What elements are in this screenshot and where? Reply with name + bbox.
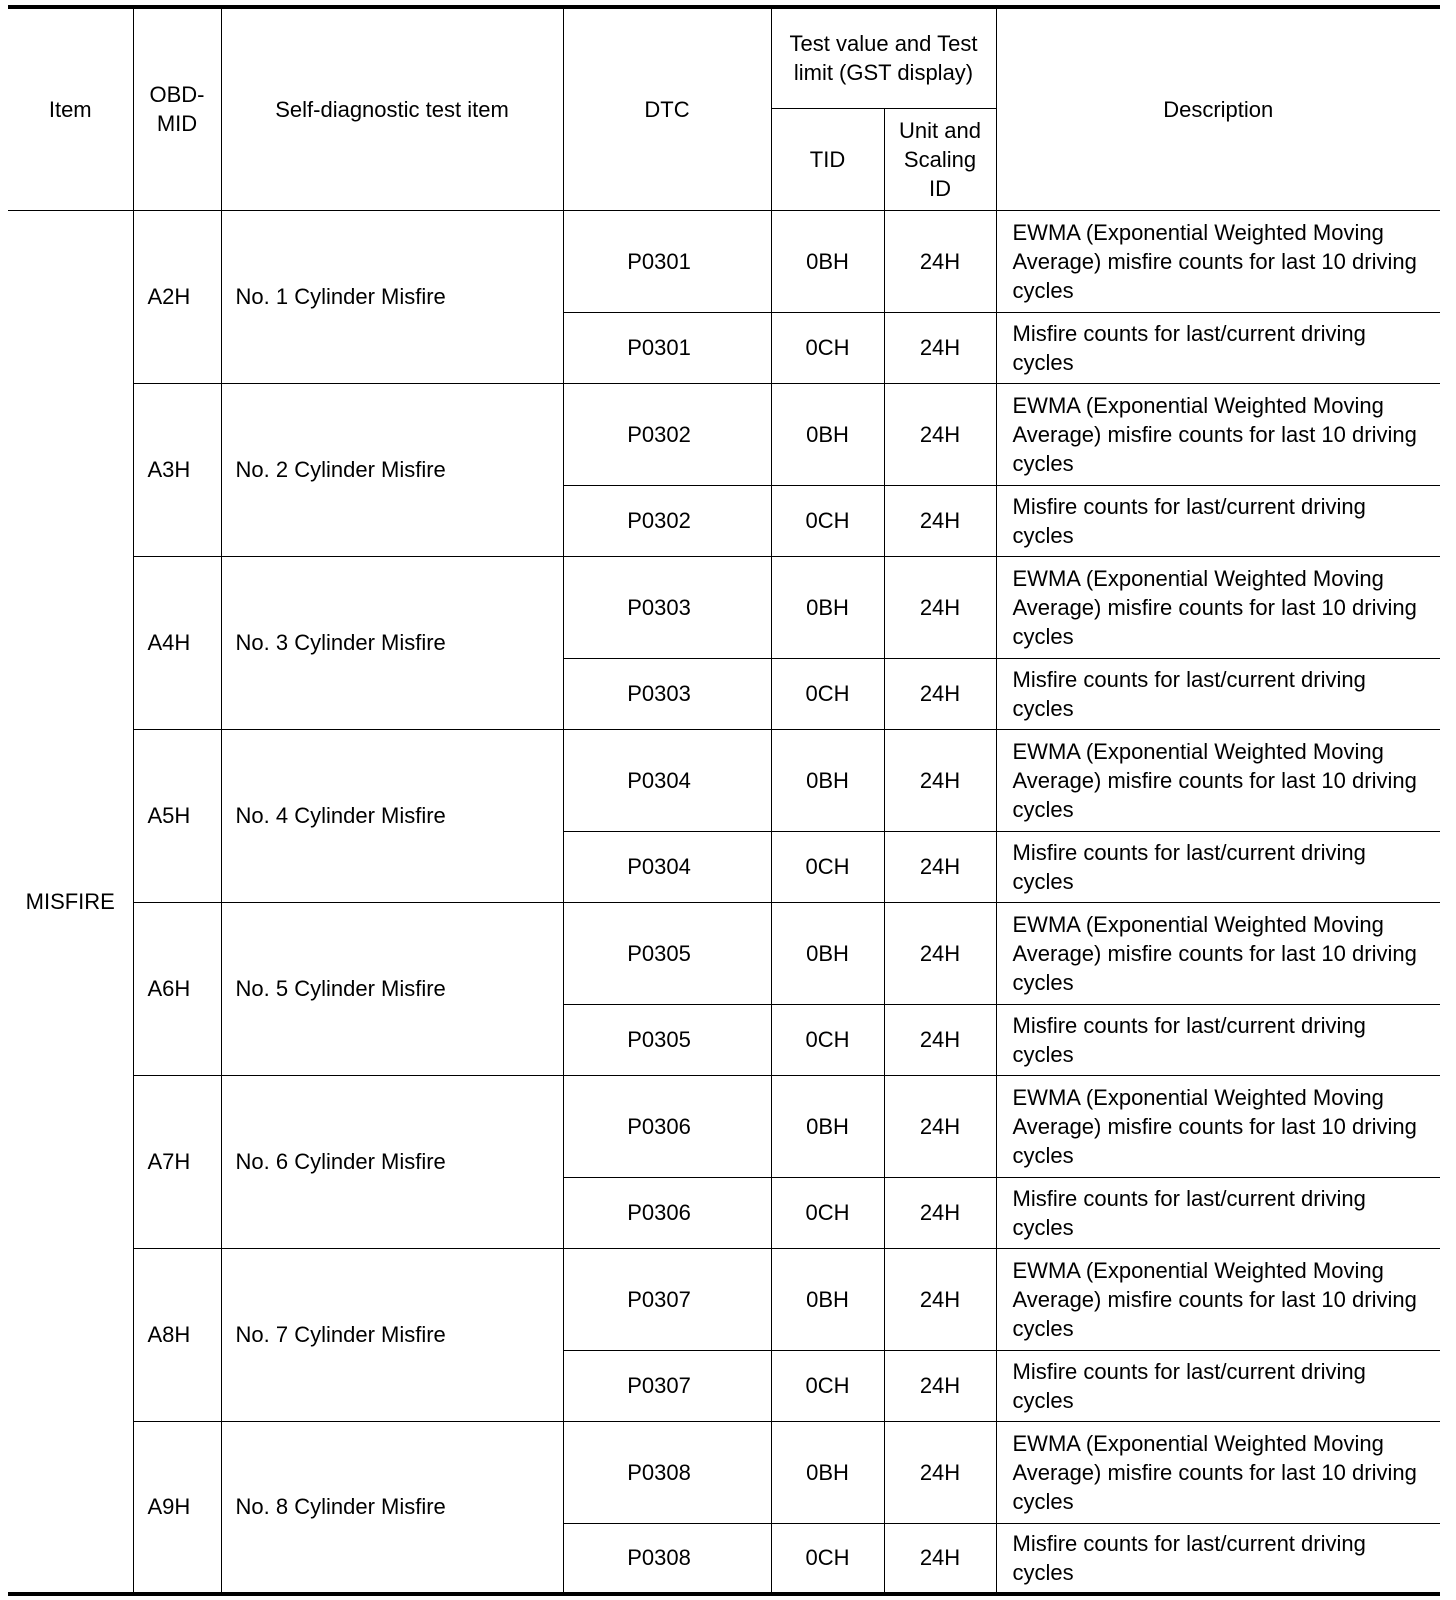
table-row [8, 383, 1440, 485]
obd-misfire-table [8, 5, 1440, 1596]
obd-mid-cell: A9H [133, 1421, 221, 1594]
description-cell: EWMA (Exponential Weighted Moving Average) misfire counts for last 10 driving cycles [996, 383, 1440, 485]
table-row [8, 1075, 1440, 1177]
description-cell: EWMA (Exponential Weighted Moving Average) misfire counts for last 10 driving cycles [996, 1421, 1440, 1523]
description-cell: EWMA (Exponential Weighted Moving Average) misfire counts for last 10 driving cycles [996, 210, 1440, 312]
obd-mid-cell: A3H [133, 383, 221, 556]
header-obd-mid: OBD-MID [133, 7, 221, 210]
item-cell: MISFIRE [8, 210, 133, 1594]
description-cell: Misfire counts for last/current driving cycles [996, 1523, 1440, 1594]
unit-scaling-cell: 24H [884, 658, 996, 729]
unit-scaling-cell: 24H [884, 1523, 996, 1594]
unit-scaling-cell: 24H [884, 485, 996, 556]
tid-cell: 0BH [771, 1248, 884, 1350]
unit-scaling-cell: 24H [884, 1004, 996, 1075]
unit-scaling-cell: 24H [884, 729, 996, 831]
test-item-cell: No. 2 Cylinder Misfire [221, 383, 563, 556]
tid-cell: 0CH [771, 1004, 884, 1075]
tid-cell: 0BH [771, 1075, 884, 1177]
unit-scaling-cell: 24H [884, 1177, 996, 1248]
test-item-cell: No. 8 Cylinder Misfire [221, 1421, 563, 1594]
dtc-cell: P0305 [563, 902, 771, 1004]
tid-cell: 0CH [771, 658, 884, 729]
header-dtc: DTC [563, 7, 771, 210]
dtc-cell: P0301 [563, 210, 771, 312]
tid-cell: 0CH [771, 312, 884, 383]
description-cell: Misfire counts for last/current driving cycles [996, 831, 1440, 902]
table-row [8, 1421, 1440, 1523]
table-row [8, 556, 1440, 658]
description-cell: EWMA (Exponential Weighted Moving Average) misfire counts for last 10 driving cycles [996, 1248, 1440, 1350]
tid-cell: 0CH [771, 1350, 884, 1421]
tid-cell: 0BH [771, 383, 884, 485]
description-cell: EWMA (Exponential Weighted Moving Average) misfire counts for last 10 driving cycles [996, 902, 1440, 1004]
dtc-cell: P0303 [563, 556, 771, 658]
table-row [8, 1248, 1440, 1350]
obd-mid-cell: A5H [133, 729, 221, 902]
dtc-cell: P0308 [563, 1523, 771, 1594]
tid-cell: 0CH [771, 485, 884, 556]
description-cell: Misfire counts for last/current driving cycles [996, 1350, 1440, 1421]
description-cell: EWMA (Exponential Weighted Moving Average) misfire counts for last 10 driving cycles [996, 556, 1440, 658]
obd-mid-cell: A2H [133, 210, 221, 383]
tid-cell: 0BH [771, 902, 884, 1004]
unit-scaling-cell: 24H [884, 1350, 996, 1421]
test-item-cell: No. 3 Cylinder Misfire [221, 556, 563, 729]
dtc-cell: P0303 [563, 658, 771, 729]
test-item-cell: No. 5 Cylinder Misfire [221, 902, 563, 1075]
obd-mid-cell: A8H [133, 1248, 221, 1421]
tid-cell: 0CH [771, 1523, 884, 1594]
dtc-cell: P0306 [563, 1075, 771, 1177]
description-cell: Misfire counts for last/current driving cycles [996, 485, 1440, 556]
description-cell: Misfire counts for last/current driving cycles [996, 658, 1440, 729]
test-item-cell: No. 4 Cylinder Misfire [221, 729, 563, 902]
dtc-cell: P0304 [563, 729, 771, 831]
tid-cell: 0BH [771, 556, 884, 658]
unit-scaling-cell: 24H [884, 831, 996, 902]
header-self-diagnostic-test-item: Self-diagnostic test item [221, 7, 563, 210]
dtc-cell: P0307 [563, 1350, 771, 1421]
header-unit-scaling-id: Unit and Scaling ID [884, 108, 996, 210]
unit-scaling-cell: 24H [884, 1421, 996, 1523]
tid-cell: 0CH [771, 1177, 884, 1248]
tid-cell: 0BH [771, 210, 884, 312]
dtc-cell: P0307 [563, 1248, 771, 1350]
description-cell: EWMA (Exponential Weighted Moving Average) misfire counts for last 10 driving cycles [996, 1075, 1440, 1177]
dtc-cell: P0302 [563, 383, 771, 485]
obd-mid-cell: A4H [133, 556, 221, 729]
dtc-cell: P0306 [563, 1177, 771, 1248]
dtc-cell: P0301 [563, 312, 771, 383]
dtc-cell: P0305 [563, 1004, 771, 1075]
dtc-cell: P0304 [563, 831, 771, 902]
unit-scaling-cell: 24H [884, 312, 996, 383]
dtc-cell: P0302 [563, 485, 771, 556]
tid-cell: 0BH [771, 1421, 884, 1523]
unit-scaling-cell: 24H [884, 1075, 996, 1177]
unit-scaling-cell: 24H [884, 1248, 996, 1350]
description-cell: Misfire counts for last/current driving cycles [996, 312, 1440, 383]
test-item-cell: No. 7 Cylinder Misfire [221, 1248, 563, 1421]
table-row [8, 210, 1440, 312]
description-cell: Misfire counts for last/current driving cycles [996, 1177, 1440, 1248]
description-cell: EWMA (Exponential Weighted Moving Average) misfire counts for last 10 driving cycles [996, 729, 1440, 831]
header-item: Item [8, 7, 133, 210]
header-test-value: Test value and Test limit (GST display) [771, 7, 996, 108]
table-row [8, 729, 1440, 831]
unit-scaling-cell: 24H [884, 210, 996, 312]
test-item-cell: No. 6 Cylinder Misfire [221, 1075, 563, 1248]
tid-cell: 0BH [771, 729, 884, 831]
dtc-cell: P0308 [563, 1421, 771, 1523]
description-cell: Misfire counts for last/current driving cycles [996, 1004, 1440, 1075]
obd-mid-cell: A6H [133, 902, 221, 1075]
header-description: Description [996, 7, 1440, 210]
tid-cell: 0CH [771, 831, 884, 902]
table-row [8, 902, 1440, 1004]
unit-scaling-cell: 24H [884, 902, 996, 1004]
test-item-cell: No. 1 Cylinder Misfire [221, 210, 563, 383]
obd-mid-cell: A7H [133, 1075, 221, 1248]
header-tid: TID [771, 108, 884, 210]
unit-scaling-cell: 24H [884, 383, 996, 485]
unit-scaling-cell: 24H [884, 556, 996, 658]
